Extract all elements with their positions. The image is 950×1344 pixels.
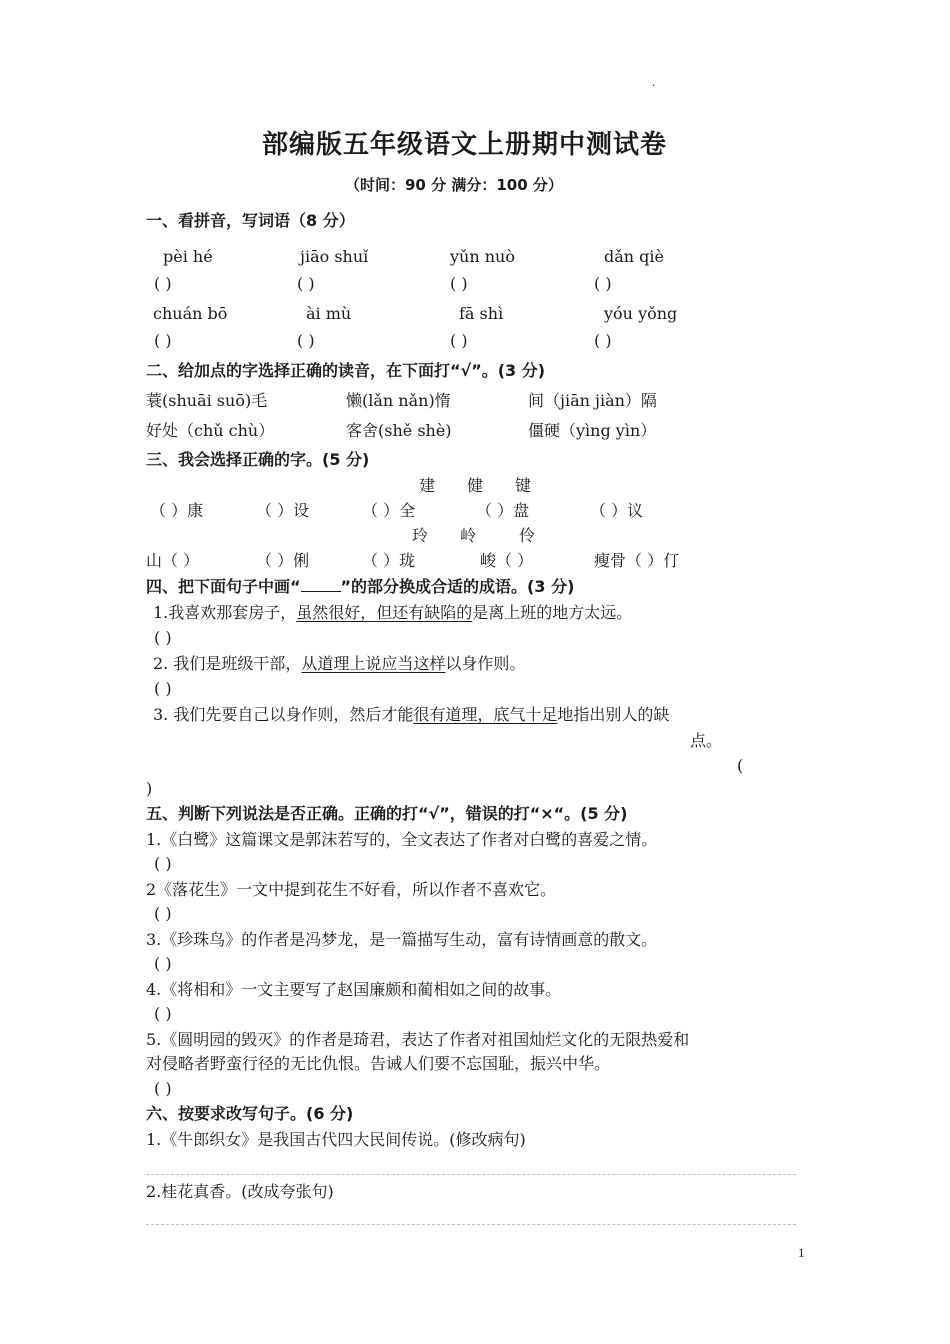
char-option: 玲 — [412, 526, 429, 545]
judge-statement: 4.《将相和》一文主要写了赵国廉颇和蔺相如之间的故事。 — [146, 980, 562, 999]
answer-blank[interactable]: ( ) — [594, 274, 612, 293]
section-3-heading: 三、我会选择正确的字。(5 分) — [146, 450, 370, 469]
char-blank[interactable]: （ ）设 — [256, 501, 310, 520]
exam-time-score: （时间：90 分 满分：100 分） — [345, 176, 563, 194]
reading-choice[interactable]: 懒(lǎn nǎn)惰 — [346, 391, 451, 410]
pinyin-item: dǎn qiè — [604, 247, 664, 266]
answer-blank[interactable]: ( ) — [154, 854, 172, 873]
idiom-question: 1.我喜欢那套房子，虽然很好，但还有缺陷的是离上班的地方太远。 — [153, 603, 633, 622]
answer-blank-close[interactable]: ) — [146, 779, 153, 798]
pinyin-item: jiāo shuǐ — [300, 247, 369, 266]
judge-statement: 1.《白鹭》这篇课文是郭沫若写的，全文表达了作者对白鹭的喜爱之情。 — [146, 830, 658, 849]
underlined-phrase: 虽然很好，但还有缺陷的 — [296, 603, 473, 622]
reading-choice[interactable]: 客舍(shě shè) — [346, 421, 452, 440]
underline-mark — [301, 577, 341, 592]
char-blank[interactable]: 山（ ） — [146, 551, 200, 570]
rewrite-question: 1.《牛郎织女》是我国古代四大民间传说。(修改病句) — [146, 1130, 526, 1149]
answer-blank[interactable]: ( ) — [154, 954, 172, 973]
rewrite-question: 2.桂花真香。(改成夸张句) — [146, 1182, 334, 1201]
underlined-phrase: 从道理上说应当这样 — [301, 654, 446, 673]
judge-statement-continued: 对侵略者野蛮行径的无比仇恨。告诫人们要不忘国耻，振兴中华。 — [146, 1054, 611, 1073]
answer-blank[interactable]: ( ) — [154, 1004, 172, 1023]
char-option: 键 — [515, 476, 532, 495]
section-6-heading: 六、按要求改写句子。(6 分) — [146, 1104, 354, 1123]
pinyin-item: yǔn nuò — [450, 247, 515, 266]
answer-line[interactable] — [146, 1224, 796, 1225]
char-option: 伶 — [519, 526, 536, 545]
char-blank[interactable]: （ ）议 — [590, 501, 644, 520]
char-blank[interactable]: （ ）盘 — [476, 501, 530, 520]
answer-blank[interactable]: ( ) — [450, 331, 468, 350]
pinyin-item: yóu yǒng — [604, 304, 678, 323]
char-blank[interactable]: （ ）全 — [362, 501, 416, 520]
answer-line[interactable] — [146, 1174, 796, 1175]
judge-statement: 3.《珍珠鸟》的作者是冯梦龙，是一篇描写生动，富有诗情画意的散文。 — [146, 930, 658, 949]
answer-blank[interactable]: ( ) — [154, 904, 172, 923]
idiom-question: 3. 我们先要自己以身作则，然后才能很有道理，底气十足地指出别人的缺 — [153, 705, 670, 724]
answer-blank[interactable]: ( ) — [154, 274, 172, 293]
reading-choice[interactable]: 间（jiān jiàn）隔 — [528, 391, 657, 410]
page-number: 1 — [798, 1245, 805, 1260]
char-blank[interactable]: （ ）康 — [150, 501, 204, 520]
section-1-heading: 一、看拼音，写词语（8 分） — [146, 211, 355, 230]
pinyin-item: pèi hé — [163, 247, 213, 266]
question-continuation: 点。 — [690, 731, 723, 750]
pinyin-item: chuán bō — [153, 304, 228, 323]
answer-blank[interactable]: ( ) — [154, 679, 172, 698]
reading-choice[interactable]: 好处（chǔ chù） — [146, 421, 275, 440]
idiom-question: 2. 我们是班级干部，从道理上说应当这样以身作则。 — [153, 654, 526, 673]
corner-dot: . — [652, 74, 656, 89]
answer-blank[interactable]: ( ) — [450, 274, 468, 293]
reading-choice[interactable]: 僵硬（yìng yìn） — [528, 421, 657, 440]
section-2-heading: 二、给加点的字选择正确的读音，在下面打“√”。(3 分) — [146, 361, 546, 380]
answer-blank[interactable]: ( ) — [154, 628, 172, 647]
char-blank[interactable]: 峻（ ） — [480, 551, 534, 570]
judge-statement: 5.《圆明园的毁灭》的作者是琦君，表达了作者对祖国灿烂文化的无限热爱和 — [146, 1030, 690, 1049]
answer-blank-open[interactable]: ( — [737, 756, 744, 775]
pinyin-item: ài mù — [306, 304, 352, 323]
char-option: 建 — [419, 476, 436, 495]
underlined-phrase: 很有道理，底气十足 — [413, 705, 558, 724]
answer-blank[interactable]: ( ) — [297, 274, 315, 293]
section-5-heading: 五、判断下列说法是否正确。正确的打“√”，错误的打“×“。(5 分) — [146, 804, 628, 823]
char-option: 岭 — [460, 526, 477, 545]
char-blank[interactable]: （ ）珑 — [362, 551, 416, 570]
answer-blank[interactable]: ( ) — [154, 1079, 172, 1098]
reading-choice[interactable]: 蓑(shuāi suō)毛 — [146, 391, 268, 410]
char-option: 健 — [467, 476, 484, 495]
char-blank[interactable]: 瘦骨（ ）仃 — [594, 551, 680, 570]
answer-blank[interactable]: ( ) — [594, 331, 612, 350]
page-title: 部编版五年级语文上册期中测试卷 — [262, 130, 668, 160]
section-4-heading: 四、把下面句子中画“ ”的部分换成合适的成语。(3 分) — [146, 577, 575, 596]
answer-blank[interactable]: ( ) — [154, 331, 172, 350]
char-blank[interactable]: （ ）俐 — [256, 551, 310, 570]
pinyin-item: fā shì — [459, 304, 504, 323]
answer-blank[interactable]: ( ) — [297, 331, 315, 350]
judge-statement: 2《落花生》一文中提到花生不好看，所以作者不喜欢它。 — [146, 880, 557, 899]
